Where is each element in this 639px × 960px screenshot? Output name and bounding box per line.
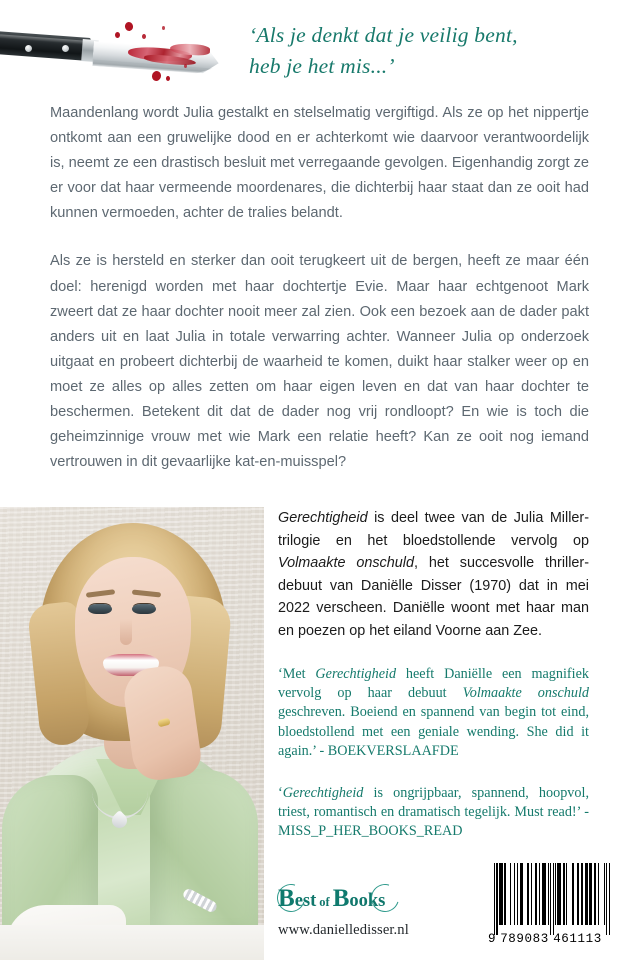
barcode-digit-group-2: 461113 bbox=[553, 932, 602, 946]
barcode-bars bbox=[494, 863, 611, 935]
isbn-barcode bbox=[486, 858, 619, 952]
review-2-middle: is ongrijpbaar, spannend, hoopvol, triest, romantisch en dramatisch tegelijk. Must read!’ - bbox=[278, 784, 589, 820]
bio-text-part-1: is deel twee van de Julia Miller-trilogie en het bloedstollende vervolg op bbox=[278, 510, 589, 549]
tagline-line-2: heb je het mis...’ bbox=[249, 54, 395, 78]
book-title-volmaakte-onschuld: Volmaakte onschuld bbox=[278, 555, 414, 572]
bloody-knife-image bbox=[0, 18, 224, 80]
author-info-column bbox=[278, 507, 589, 842]
barcode-digits bbox=[486, 932, 619, 946]
logo-text-ooks: ooks bbox=[349, 891, 386, 911]
barcode-digit-group-1: 789083 bbox=[500, 932, 549, 946]
logo-letter-b1: B bbox=[278, 885, 295, 912]
back-cover-blurb bbox=[50, 101, 589, 475]
author-bio bbox=[278, 507, 589, 643]
photo-white-trousers bbox=[0, 925, 264, 960]
logo-text-of: of bbox=[319, 895, 330, 909]
tagline-line-1: ‘Als je denkt dat je veilig bent, bbox=[249, 23, 518, 47]
review-1-middle: heeft Daniëlle een magnifiek vervolg op haar debuut bbox=[278, 665, 589, 701]
logo-arc-icon bbox=[366, 879, 404, 917]
book-title-gerechtigheid: Gerechtigheid bbox=[278, 510, 368, 526]
blood-droplet bbox=[162, 26, 165, 30]
review-1-title-1: Gerechtigheid bbox=[315, 665, 397, 682]
blurb-paragraph-1: Maandenlang wordt Julia gestalkt en stelselmatig vergiftigd. Als ze op het nippertje ontkomt aan een gruwelijke dood en er achterkomt wie daarvoor verantwoordelijk is, neemt ze een drastisch besluit met verregaande gevolgen. Eigenhandig zorgt ze er voor dat haar vermeende moordenares, die dichterbij haar staat dan ze ooit had kunnen vermoeden, achter de tralies belandt. bbox=[50, 105, 589, 222]
review-1-source: BOEKVERSLAAFDE bbox=[327, 743, 459, 760]
photo-nose bbox=[120, 619, 132, 645]
photo-eye bbox=[132, 604, 156, 614]
author-portrait-photo bbox=[0, 507, 264, 960]
barcode-bar bbox=[609, 863, 610, 935]
review-1-title-2: Volmaakte onschuld bbox=[462, 684, 589, 701]
top-banner bbox=[0, 0, 639, 96]
review-1-open: ‘Met bbox=[278, 665, 316, 682]
blood-droplet bbox=[142, 34, 146, 39]
knife-handle bbox=[0, 31, 91, 61]
photo-blouse-sleeve-right bbox=[150, 769, 258, 949]
review-1-close: geschreven. Boeiend en spannend van begin tot eind, bloedstollend met een geniale wending. She did it again.’ - bbox=[278, 704, 589, 760]
best-of-books-logo[interactable] bbox=[278, 884, 498, 914]
blood-droplet bbox=[124, 21, 134, 31]
author-website-url[interactable]: www.danielledisser.nl bbox=[278, 922, 409, 938]
blood-droplet bbox=[184, 64, 187, 68]
review-2-source: MISS_P_HER_BOOKS_READ bbox=[278, 823, 463, 840]
logo-text-est: est bbox=[294, 891, 317, 911]
logo-letter-b2: B bbox=[332, 885, 350, 912]
blood-droplet bbox=[151, 70, 163, 82]
publisher-footer bbox=[278, 884, 498, 939]
blurb-paragraph-2: Als ze is hersteld en sterker dan ooit terugkeert uit de bergen, heeft ze maar één doel: herenigd worden met haar dochtertje Evie. Maar haar echtgenoot Mark zweert dat ze haar dochter nooit meer zal zien. Ook een bezoek aan de dader pakt anders uit en laat Julia in totale verwarring achter. Wanneer Julia op onderzoek uitgaat en probeert dichterbij de waarheid te komen, duikt haar stalker weer op en moet ze alles op alles zetten om haar eigen leven en dat van haar dochter te beschermen. Betekent dit dat de dader nog vrij rondloopt? En wie is toch die geheimzinnige vrouw met wie Mark een relatie heeft? Kan ze ooit nog iemand vertrouwen in dit gevaarlijke kat-en-muisspel? bbox=[50, 253, 589, 471]
photo-eye bbox=[88, 604, 112, 614]
review-2-title-1: Gerechtigheid bbox=[282, 784, 364, 801]
tagline-quote bbox=[249, 20, 619, 82]
review-quote-1 bbox=[278, 665, 589, 762]
review-2-open: ‘ bbox=[278, 784, 283, 801]
blood-droplet bbox=[166, 76, 170, 81]
bio-text-part-2: , het succesvolle thriller-debuut van Daniëlle Disser (1970) dat in mei 2022 verscheen. Daniëlle woont met haar man en poezen op het eiland Voorne aan Zee. bbox=[278, 555, 590, 639]
review-quote-2 bbox=[278, 784, 589, 842]
blood-droplet bbox=[115, 32, 120, 38]
barcode-digit-group-0: 9 bbox=[487, 932, 497, 946]
